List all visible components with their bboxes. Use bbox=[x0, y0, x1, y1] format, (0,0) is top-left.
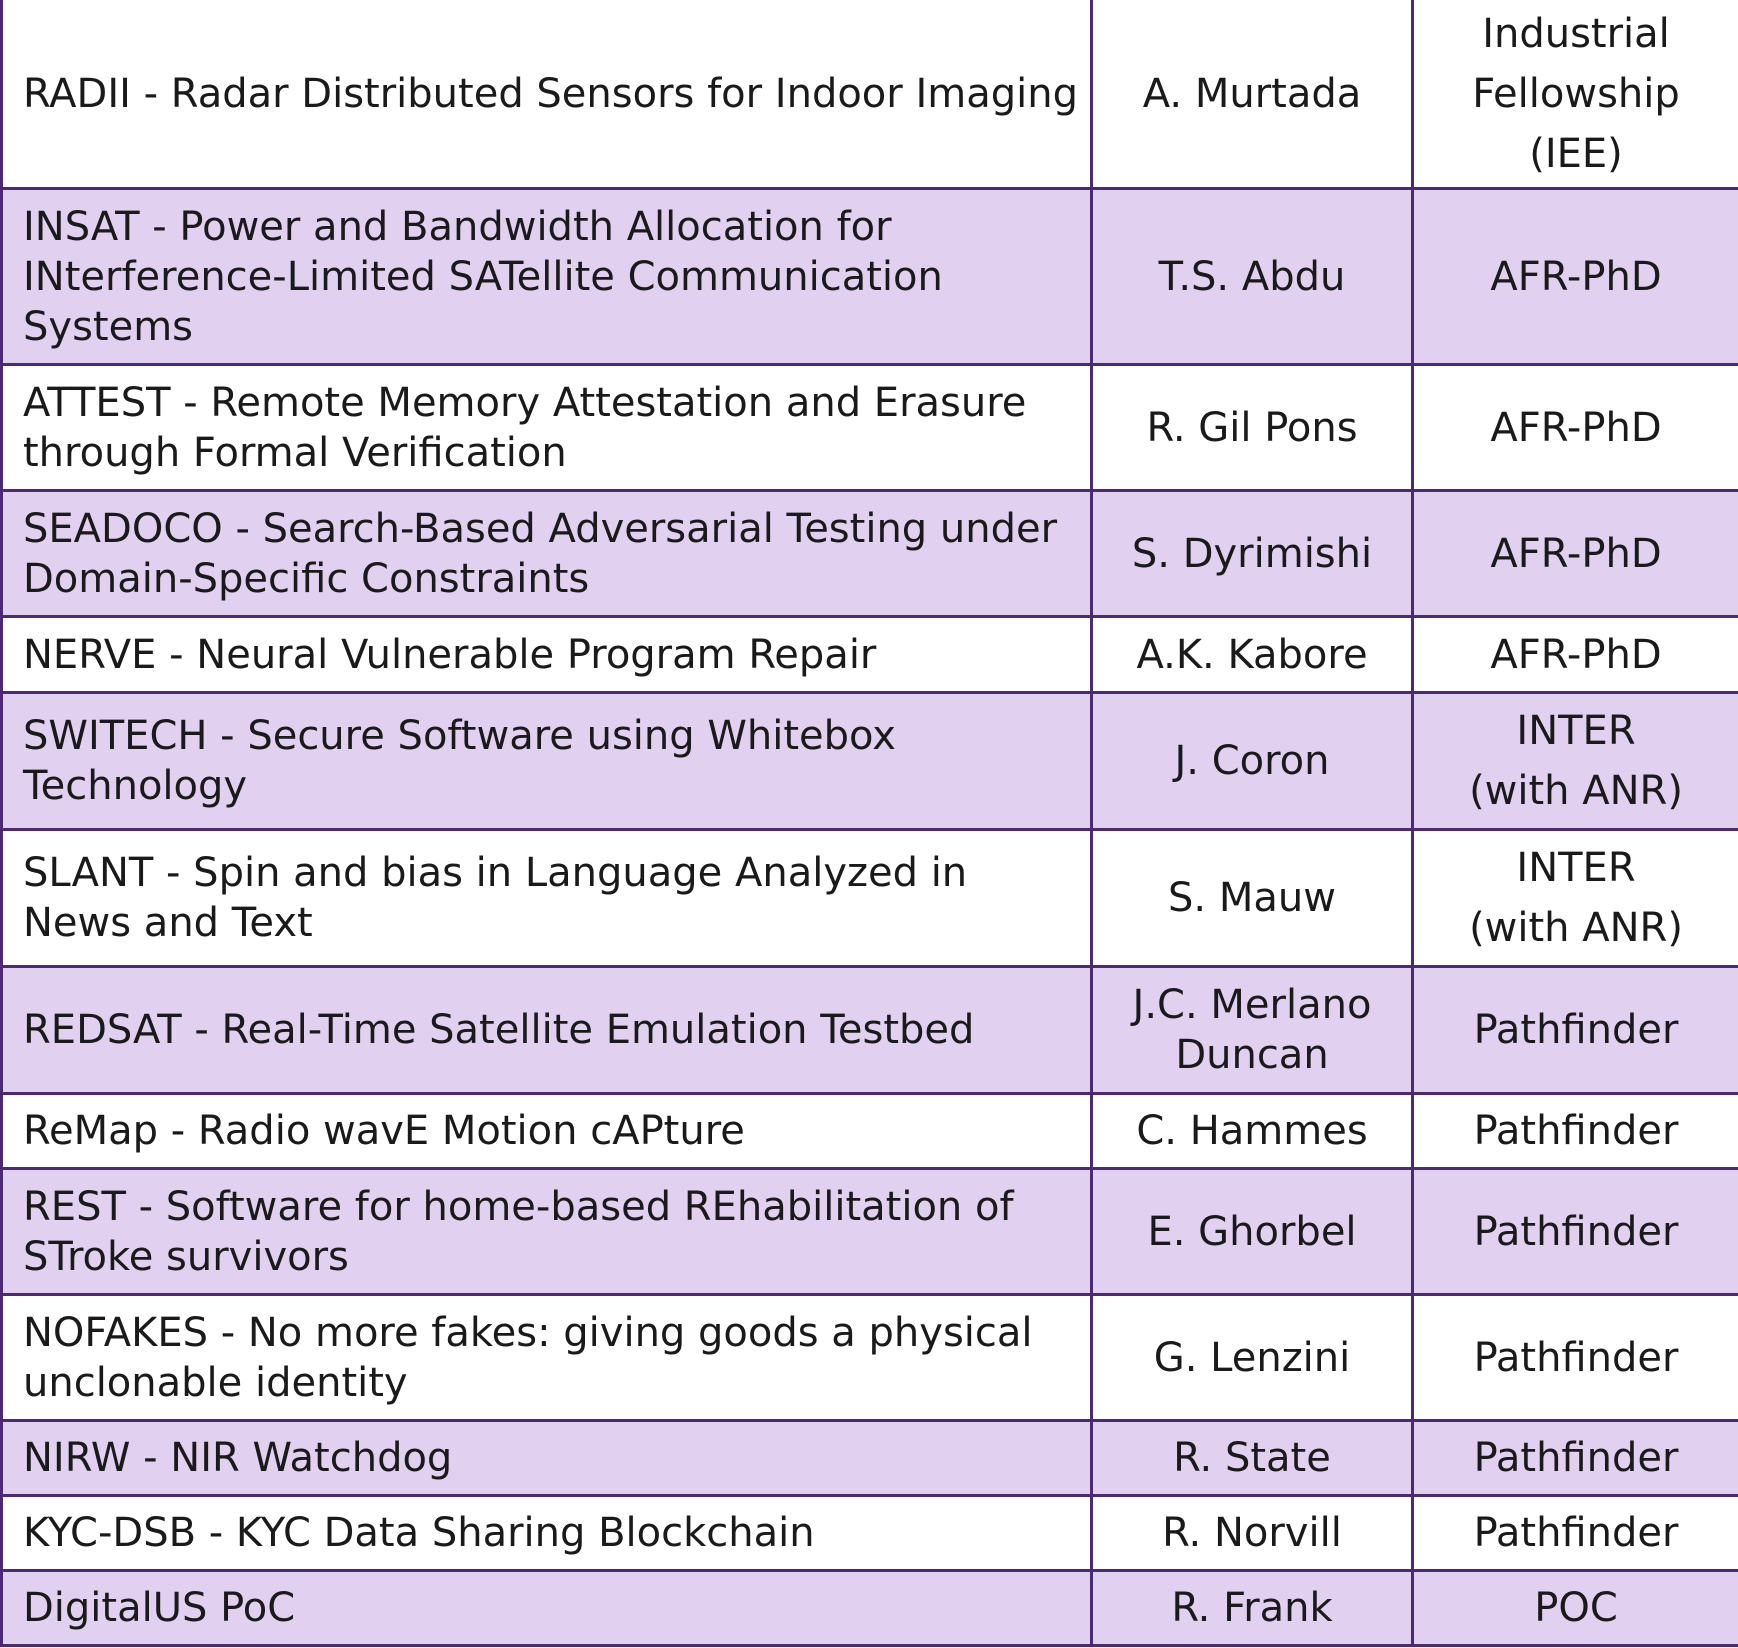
project-lead: A.K. Kabore bbox=[1136, 631, 1368, 678]
funding-type-cell bbox=[1413, 1496, 1738, 1571]
table-row bbox=[2, 189, 1738, 365]
lead-cell bbox=[1092, 1496, 1413, 1571]
project-title-cell bbox=[2, 365, 1092, 491]
funding-type-cell bbox=[1413, 830, 1738, 967]
table-row bbox=[2, 365, 1738, 491]
funding-type-cell bbox=[1413, 1571, 1738, 1646]
project-lead: G. Lenzini bbox=[1153, 1334, 1351, 1381]
project-title: ATTEST - Remote Memory Attestation and Erasure through Formal Verification bbox=[23, 379, 1027, 476]
project-title-cell bbox=[2, 1496, 1092, 1571]
project-title: SLANT - Spin and bias in Language Analyzed in News and Text bbox=[23, 850, 968, 946]
table-row bbox=[2, 967, 1738, 1094]
project-title: REDSAT - Real-Time Satellite Emulation Testbed bbox=[23, 1007, 975, 1053]
funding-type-cell bbox=[1413, 1169, 1738, 1295]
table-row bbox=[2, 830, 1738, 967]
funding-type: INTER (with ANR) bbox=[1469, 708, 1683, 814]
project-title: SEADOCO - Search-Based Adversarial Testing under Domain-Specific Constraints bbox=[23, 505, 1058, 602]
funding-type: Pathfinder bbox=[1473, 1007, 1679, 1053]
lead-cell bbox=[1092, 491, 1413, 617]
table-row bbox=[2, 1496, 1738, 1571]
project-title: KYC-DSB - KYC Data Sharing Blockchain bbox=[23, 1510, 815, 1556]
funding-type: Pathfinder bbox=[1473, 1334, 1679, 1381]
project-title-cell bbox=[2, 617, 1092, 693]
funding-type-cell bbox=[1413, 693, 1738, 830]
funding-type-cell bbox=[1413, 1421, 1738, 1496]
project-title-cell bbox=[2, 1295, 1092, 1421]
project-title: REST - Software for home-based REhabilitation of STroke survivors bbox=[23, 1183, 1014, 1280]
project-title-cell bbox=[2, 830, 1092, 967]
project-lead: R. Gil Pons bbox=[1146, 404, 1358, 451]
table-row bbox=[2, 0, 1738, 189]
table-row bbox=[2, 1421, 1738, 1496]
project-lead: J. Coron bbox=[1174, 738, 1330, 784]
project-title-cell bbox=[2, 1421, 1092, 1496]
funding-type: Pathfinder bbox=[1473, 1510, 1679, 1556]
lead-cell bbox=[1092, 189, 1413, 365]
project-title: NERVE - Neural Vulnerable Program Repair bbox=[23, 631, 877, 678]
lead-cell bbox=[1092, 1094, 1413, 1169]
funding-type: Pathfinder bbox=[1473, 1435, 1679, 1481]
table-row bbox=[2, 491, 1738, 617]
funding-type-cell bbox=[1413, 491, 1738, 617]
funding-type: AFR-PhD bbox=[1490, 404, 1662, 451]
project-title-cell bbox=[2, 967, 1092, 1094]
project-title: SWITECH - Secure Software using Whitebox Technology bbox=[23, 713, 896, 809]
table-row bbox=[2, 1571, 1738, 1646]
project-title: NIRW - NIR Watchdog bbox=[23, 1435, 453, 1481]
lead-cell bbox=[1092, 0, 1413, 189]
funding-type: Pathfinder bbox=[1473, 1208, 1679, 1255]
table-row bbox=[2, 1169, 1738, 1295]
project-title-cell bbox=[2, 0, 1092, 189]
lead-cell bbox=[1092, 617, 1413, 693]
funding-type: AFR-PhD bbox=[1490, 631, 1662, 678]
funding-type-cell bbox=[1413, 967, 1738, 1094]
funding-type: Industrial Fellowship (IEE) bbox=[1472, 10, 1680, 177]
project-lead: S. Dyrimishi bbox=[1131, 530, 1373, 577]
funding-type-cell bbox=[1413, 617, 1738, 693]
project-title: INSAT - Power and Bandwidth Allocation for INterference-Limited SATellite Communication Systems bbox=[23, 203, 943, 350]
funding-type: AFR-PhD bbox=[1490, 253, 1662, 300]
table-row bbox=[2, 693, 1738, 830]
table-row bbox=[2, 1295, 1738, 1421]
funding-type-cell bbox=[1413, 365, 1738, 491]
project-title-cell bbox=[2, 693, 1092, 830]
funding-type: AFR-PhD bbox=[1490, 530, 1662, 577]
lead-cell bbox=[1092, 967, 1413, 1094]
funding-type-cell bbox=[1413, 189, 1738, 365]
project-lead: R. State bbox=[1173, 1435, 1331, 1481]
lead-cell bbox=[1092, 1169, 1413, 1295]
project-lead: S. Mauw bbox=[1168, 875, 1336, 921]
project-title-cell bbox=[2, 1094, 1092, 1169]
lead-cell bbox=[1092, 830, 1413, 967]
table-row bbox=[2, 1094, 1738, 1169]
funding-type: Pathfinder bbox=[1473, 1108, 1679, 1154]
project-lead: J.C. Merlano Duncan bbox=[1132, 982, 1372, 1078]
project-lead: T.S. Abdu bbox=[1158, 253, 1346, 300]
funding-type-cell bbox=[1413, 0, 1738, 189]
funding-type-cell bbox=[1413, 1295, 1738, 1421]
table-row bbox=[2, 617, 1738, 693]
project-lead: A. Murtada bbox=[1142, 70, 1362, 117]
project-title: DigitalUS PoC bbox=[23, 1585, 296, 1631]
project-title-cell bbox=[2, 189, 1092, 365]
project-lead: R. Frank bbox=[1171, 1585, 1333, 1631]
lead-cell bbox=[1092, 1295, 1413, 1421]
lead-cell bbox=[1092, 1571, 1413, 1646]
project-title-cell bbox=[2, 1571, 1092, 1646]
project-title: ReMap - Radio wavE Motion cAPture bbox=[23, 1108, 745, 1154]
funding-type-cell bbox=[1413, 1094, 1738, 1169]
project-lead: E. Ghorbel bbox=[1147, 1208, 1357, 1255]
lead-cell bbox=[1092, 1421, 1413, 1496]
project-title-cell bbox=[2, 491, 1092, 617]
lead-cell bbox=[1092, 365, 1413, 491]
project-title-cell bbox=[2, 1169, 1092, 1295]
lead-cell bbox=[1092, 693, 1413, 830]
funding-type: POC bbox=[1534, 1585, 1618, 1631]
project-lead: C. Hammes bbox=[1136, 1108, 1368, 1154]
project-title: RADII - Radar Distributed Sensors for Indoor Imaging bbox=[23, 70, 1078, 117]
project-title: NOFAKES - No more fakes: giving goods a physical unclonable identity bbox=[23, 1309, 1033, 1406]
project-lead: R. Norvill bbox=[1162, 1510, 1342, 1556]
funding-type: INTER (with ANR) bbox=[1469, 845, 1683, 951]
